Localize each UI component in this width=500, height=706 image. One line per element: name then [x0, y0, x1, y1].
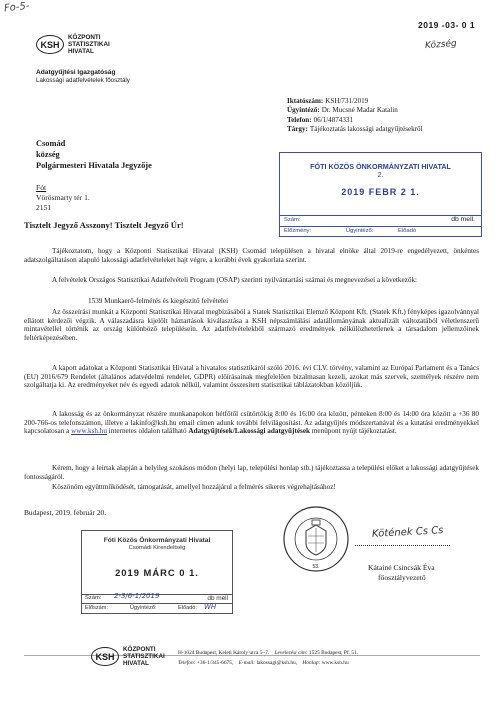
- dept-title: Adatgyűjtési Igazgatóság: [36, 69, 116, 76]
- subject-label: Tárgy:: [287, 125, 308, 134]
- stamp-top-title: FÓTI KÖZÖS ÖNKORMÁNYZATI HIVATAL: [310, 162, 451, 171]
- greeting: Tisztelt Jegyző Asszony! Tisztelt Jegyző Úr!: [24, 220, 184, 230]
- paragraph-2: A felvételek Országos Statisztikai Adatfelvételi Program (OSAP) szerinti nyilvántartási számai és megnevezései a következők:: [52, 276, 418, 284]
- registry-stamp-bottom: [81, 530, 233, 614]
- recipient-zip: 2151: [36, 203, 52, 213]
- paragraph-4: A kapott adatokat a Központi Statisztikai Hivatal a hivatalos statisztikáról szóló 2016. évi CLV. törvény, valamint az Európai Parlament és a Tanács (EU) 2016/679 Rendelet (általános adatvédelmi rendelet, GDPR) előírásainak megfelelően bizalmasan kezeli, azokat más szervek, személyek részére nem szolgáltatja ki. Az eredményeket név és egyedi adatok nélkül, valamint összesített statisztikai táblázatokban közöljük.: [24, 364, 479, 390]
- stamp-top-date: 2019 FEBR 2 1.: [341, 187, 420, 197]
- footer-phone-label: Telefon:: [178, 660, 196, 666]
- date-place: Budapest, 2019. február 20.: [24, 508, 107, 517]
- footer-ksh-logo-icon: KSH: [91, 647, 119, 666]
- recipient-line3: Polgármesteri Hivatala Jegyzője: [36, 161, 152, 171]
- menu-path: Adatgyűjtések/Lakossági adatgyűjtések: [188, 427, 311, 436]
- paragraph-7: Köszönöm együttműködését, támogatását, amellyel hozzájárul a felmérés sikeres végrehajtásához!: [52, 483, 336, 491]
- stamp-bottom-sub: Csomádi Kirendeltség: [128, 545, 186, 551]
- stamp-bottom-eloszam-label: Előszám:: [85, 605, 109, 611]
- paragraph-3: Az összeírási munkát a Központi Statisztikai Hivatal megbízásából a Statek Statisztikai Elemző Központ Kft. (Statek Kft.) fényképes igazolvánnyal ellátott kérdezői végzik. A válaszadásra kijelölt háztartások kiválasztása a KSH népszámlálási adatállományának aktualizált változatából véletlenszerű mintavétellel történik az ország különböző településein. Az adatfelvételekből származó eredmények nélkülözhetetlenek a társadalom jellemzőinek feltérképezésében.: [24, 308, 479, 342]
- footer-email[interactable]: lakossagi@ksh.hu,: [256, 660, 298, 666]
- footer-postal-label: Levelezési cím:: [274, 650, 308, 656]
- recipient-city: Fót: [36, 183, 47, 192]
- footer-address: H-1024 Budapest, Keleti Károly utca 5–7.: [178, 650, 270, 656]
- stamp-top-eloszam-label: Előzmény:: [284, 228, 312, 234]
- admin-label: Ügyintéző:: [287, 106, 320, 115]
- paragraph-1: Tájékoztatom, hogy a Központi Statisztikai Hivatal (KSH) Csomád településen a hivatal elnöke által 2019-re engedélyezett, önkéntes adatszolgáltatáson alapuló lakossági adatfelvételeket hajt végre, a korábbi évek gyakorlata szerint.: [24, 247, 479, 264]
- received-date: 2019 -03- 0 1: [418, 20, 476, 30]
- recipient-line1: Csomád: [36, 139, 66, 148]
- ksh-logo-icon: KSH: [36, 35, 64, 54]
- ksh-logo: [36, 34, 110, 55]
- stamp-bottom-ugyintezo-label: Ügyintéző:: [130, 605, 157, 611]
- stamp-bottom-szam-value: 2-3/6-1/2019: [114, 592, 160, 600]
- stamp-bottom-eloado-value: WH: [204, 603, 217, 611]
- stamp-bottom-date: 2019 MÁRC 0 1.: [115, 567, 199, 578]
- footer-address-line: [178, 650, 358, 656]
- stamp-bottom-db-label: db mell: [207, 595, 228, 602]
- stamp-top-szam-label: Szám:: [284, 217, 301, 223]
- seal-number: 53.: [312, 564, 320, 570]
- stamp-bottom-title: Fóti Közös Önkormányzati Hivatal: [103, 537, 211, 544]
- footer-web-label: Honlap:: [302, 660, 321, 666]
- recipient-block: [36, 138, 152, 172]
- ref-label: Iktatószám:: [287, 97, 324, 105]
- footer-logo-name: KÖZPONTI STATISZTIKAI HIVATAL: [123, 646, 165, 667]
- signatory-name: Kátainé Csincsák Éva: [368, 563, 435, 572]
- stamp-bottom-eloado-label: Előadó:: [178, 605, 197, 611]
- paragraph-6: Kérem, hogy a leírtak alapján a helyileg szokásos módon (helyi lap, települési honlap stb.) tájékoztassa a települési előket a lakossági adatgyűjtések fontosságáról.: [24, 464, 479, 481]
- received-handwriting: Község: [424, 38, 458, 52]
- recipient-address: [36, 183, 90, 214]
- recipient-street: Vörösmarty tér 1.: [36, 193, 90, 203]
- recipient-line2: község: [36, 150, 60, 160]
- subject-value: Tájékoztatás lakossági adatgyűjtésekről: [309, 125, 423, 134]
- stamp-top-eloado-label: Előadó: [398, 228, 417, 234]
- phone-label: Telefon:: [287, 115, 312, 124]
- footer-logo: [91, 646, 165, 667]
- stamp-top-number: 2.: [377, 172, 384, 179]
- stamp-bottom-szam-label: Szám:: [85, 595, 102, 601]
- footer-postal: 1525 Budapest, Pf. 51.: [308, 650, 359, 656]
- paragraph-5: A lakosság és az önkormányzat részére munkanapokon hétfőtől csütörtökig 8:00 és 16:00 óra között, pénteken 8:00 és 14:00 óra között a +36 80 200-766-os telefonszámon, illetve a lakinfo@ksh.hu email címen adunk további felvilágosítást. Az adatgyűjtés módszertanával és a kutatási eredményekkel kapcsolatosan a www.ksh.hu internetes oldalon található Adatgyűjtések/Lakossági adatgyűjtések menüpont nyújt tájékoztatást.: [24, 410, 479, 436]
- footer-web[interactable]: www.ksh.hu: [321, 660, 349, 666]
- stamp-top-ugyintezo-label: Ügyintéző:: [346, 228, 374, 234]
- footer-email-label: E-mail:: [238, 660, 256, 666]
- footer-phone: +36-1/345-6675,: [196, 660, 234, 666]
- footer-contact-line: [178, 660, 349, 666]
- stamp-top-db-label: db mell.: [451, 216, 475, 223]
- admin-name: Dr. Mucsné Madar Katalin: [321, 106, 398, 115]
- ksh-website-link[interactable]: www.ksh.hu: [71, 427, 107, 436]
- ref-number: KSH/731/2019: [325, 97, 369, 105]
- phone-value: 06/1/4874331: [313, 115, 353, 124]
- ksh-logo-name: KÖZPONTI STATISZTIKAI HIVATAL: [68, 34, 110, 55]
- osap-item: 1539 Munkaerő-felmérés és kiegészítő felvételei: [88, 297, 229, 305]
- dept-subtitle: Lakossági adatfelvételek főosztály: [36, 77, 130, 84]
- meta-block: [287, 97, 423, 135]
- registry-stamp-top: [279, 152, 482, 237]
- corner-handwriting: Fo-5-: [3, 0, 30, 15]
- signatory-title: főosztályvezető: [378, 573, 426, 582]
- signature-handwriting: Kötének Cs Cs: [371, 525, 444, 540]
- official-seal: [282, 505, 350, 573]
